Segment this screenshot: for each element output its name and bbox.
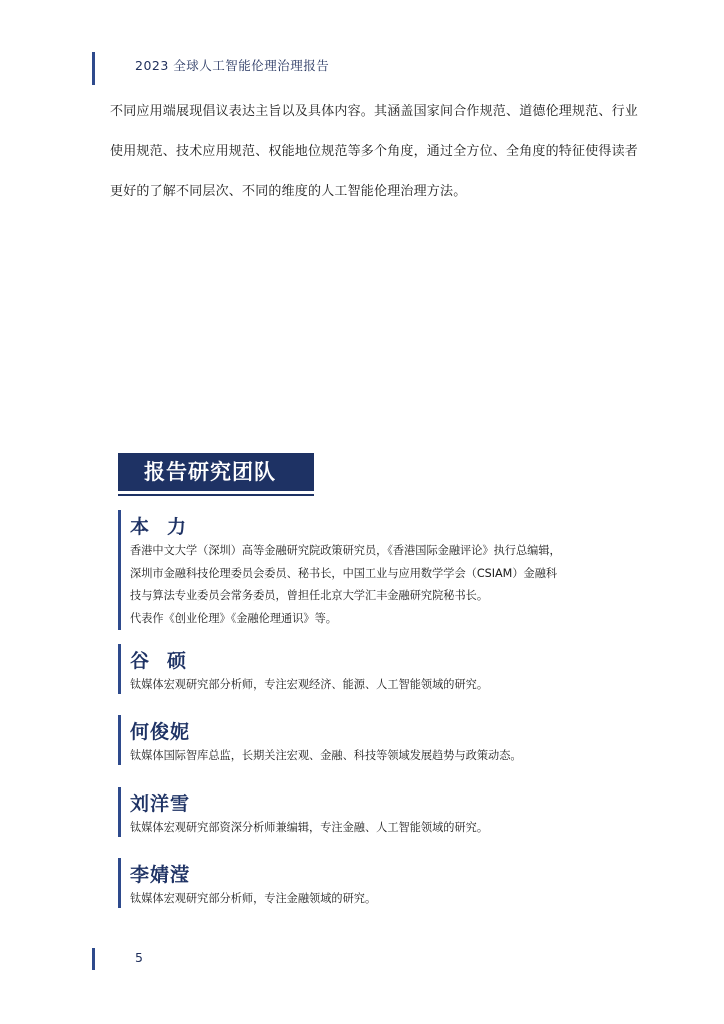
member-description-line: 钛媒体宏观研究部分析师，专注宏观经济、能源、人工智能领域的研究。 (130, 678, 489, 691)
member-name: 何俊妮 (130, 721, 191, 743)
page-number: 5 (135, 950, 143, 965)
member-description-line: 技与算法专业委员会常务委员，曾担任北京大学汇丰金融研究院秘书长。 (130, 589, 489, 602)
intro-line: 更好的了解不同层次、不同的维度的人工智能伦理治理方法。 (110, 184, 467, 199)
member-accent-bar (118, 858, 121, 908)
intro-line: 使用规范、技术应用规范、权能地位规范等多个角度，通过全方位、全角度的特征使得读者 (110, 144, 639, 159)
member-description-line: 钛媒体宏观研究部资深分析师兼编辑，专注金融、人工智能领域的研究。 (130, 821, 489, 834)
footer-accent-bar (92, 948, 95, 970)
header-accent-bar (92, 52, 95, 85)
member-name: 本力 (130, 516, 205, 538)
member-name: 李婧滢 (130, 864, 191, 886)
member-accent-bar (118, 787, 121, 837)
team-section-title: 报告研究团队 (118, 453, 314, 491)
member-accent-bar (118, 644, 121, 694)
member-accent-bar (118, 510, 121, 630)
member-accent-bar (118, 715, 121, 765)
intro-line: 不同应用端展现倡议表达主旨以及具体内容。其涵盖国家间合作规范、道德伦理规范、行业 (110, 104, 639, 119)
member-description-line: 香港中文大学（深圳）高等金融研究院政策研究员，《香港国际金融评论》执行总编辑， (130, 544, 561, 557)
member-description-line: 钛媒体宏观研究部分析师，专注金融领域的研究。 (130, 892, 377, 905)
team-title-underline (118, 494, 314, 496)
member-name: 谷硕 (130, 650, 205, 672)
member-name: 刘洋雪 (130, 793, 191, 815)
member-description-line: 钛媒体国际智库总监，长期关注宏观、金融、科技等领域发展趋势与政策动态。 (130, 749, 522, 762)
member-description-line: 代表作《创业伦理》《金融伦理通识》等。 (130, 612, 337, 625)
report-header-title: 2023 全球人工智能伦理治理报告 (135, 58, 330, 73)
member-description-line: 深圳市金融科技伦理委员会委员、秘书长，中国工业与应用数学学会（CSIAM）金融科 (130, 567, 558, 580)
